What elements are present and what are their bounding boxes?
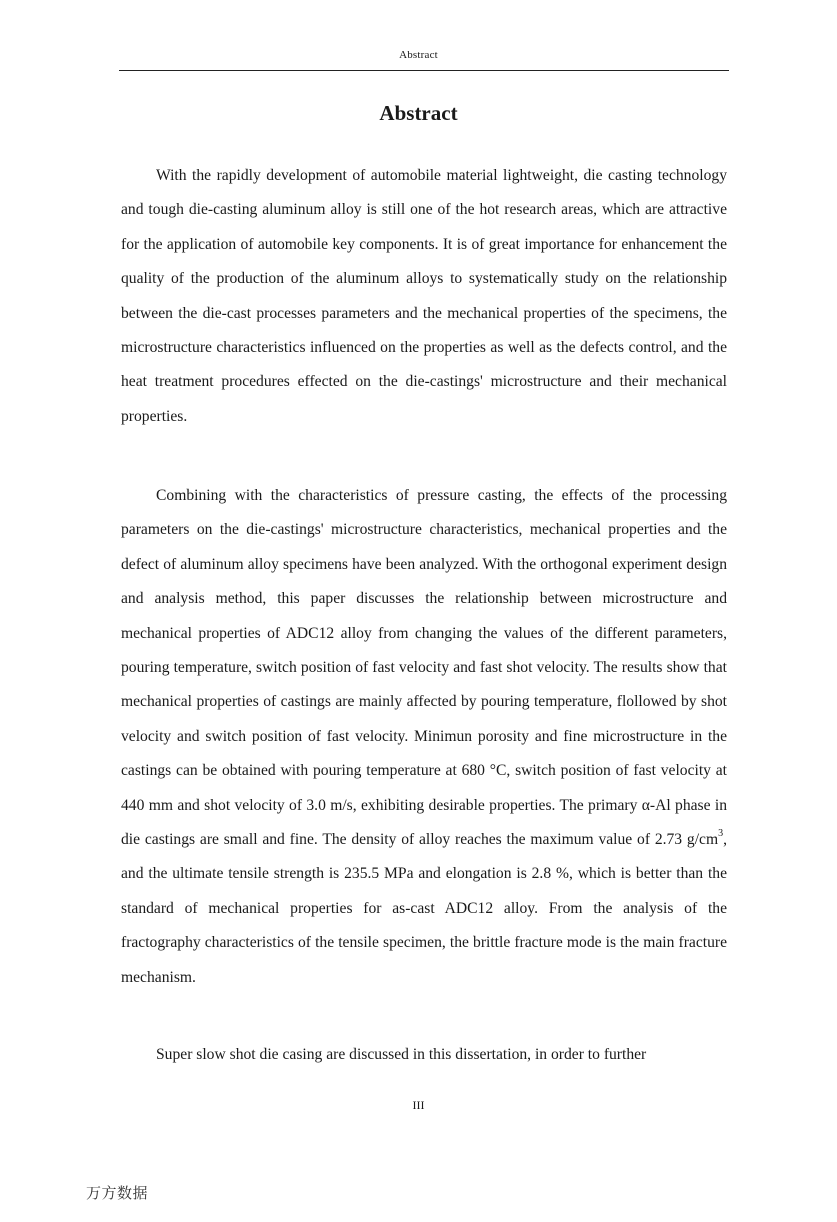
page-title: Abstract bbox=[379, 101, 458, 125]
running-head: Abstract bbox=[399, 49, 438, 61]
paragraph-text: Super slow shot die casing are discussed in this dissertation, in order to further bbox=[156, 1046, 647, 1063]
watermark-text: 万方数据 bbox=[86, 1184, 149, 1202]
paragraph-text: With the rapidly development of automobile material lightweight, die casting technology and tough die-casting aluminum alloy is still one of the hot research areas, which are attractive for the application of automobile key components. It is of great importance for enhancement the quality of the production of the aluminum alloys to systematically study on the relationship between the die-cast processes parameters and the mechanical properties of the specimens, the microstructure characteristics influenced on the properties as well as the defects control, and the heat treatment procedures effected on the die-castings' microstructure and their mechanical properties. bbox=[121, 167, 727, 425]
abstract-paragraph-3 bbox=[121, 1038, 727, 1072]
page-number: III bbox=[412, 1098, 425, 1112]
paragraph-text bbox=[121, 479, 727, 995]
abstract-paragraph-2 bbox=[121, 479, 727, 995]
abstract-paragraph-1 bbox=[121, 159, 727, 434]
paragraph-text-part-1: Combining with the characteristics of pressure casting, the effects of the processing parameters on the die-castings' microstructure characteristics, mechanical properties and the defect of aluminum alloy specimens have been analyzed. With the orthogonal experiment design and analysis method, this paper discusses the relationship between microstructure and mechanical properties of ADC12 alloy from changing the values of the different parameters, pouring temperature, switch position of fast velocity and fast shot velocity. The results show that mechanical properties of castings are mainly affected by pouring temperature, flollowed by shot velocity and switch position of fast velocity. Minimun porosity and fine microstructure in the castings can be obtained with pouring temperature at 680 °C, switch position of fast velocity at 440 mm and shot velocity of 3.0 m/s, exhibiting desirable properties. The primary α-Al phase in die castings are small and fine. The density of alloy reaches the maximum value of 2.73 g/cm bbox=[121, 487, 727, 849]
superscript-3: 3 bbox=[718, 827, 724, 839]
paragraph-text-part-2: , and the ultimate tensile strength is 235.5 MPa and elongation is 2.8 %, which is better than the standard of mechanical properties for as-cast ADC12 alloy. From the analysis of the fractography characteristics of the tensile specimen, the brittle fracture mode is the main fracture mechanism. bbox=[121, 831, 727, 986]
header-rule bbox=[119, 70, 729, 71]
